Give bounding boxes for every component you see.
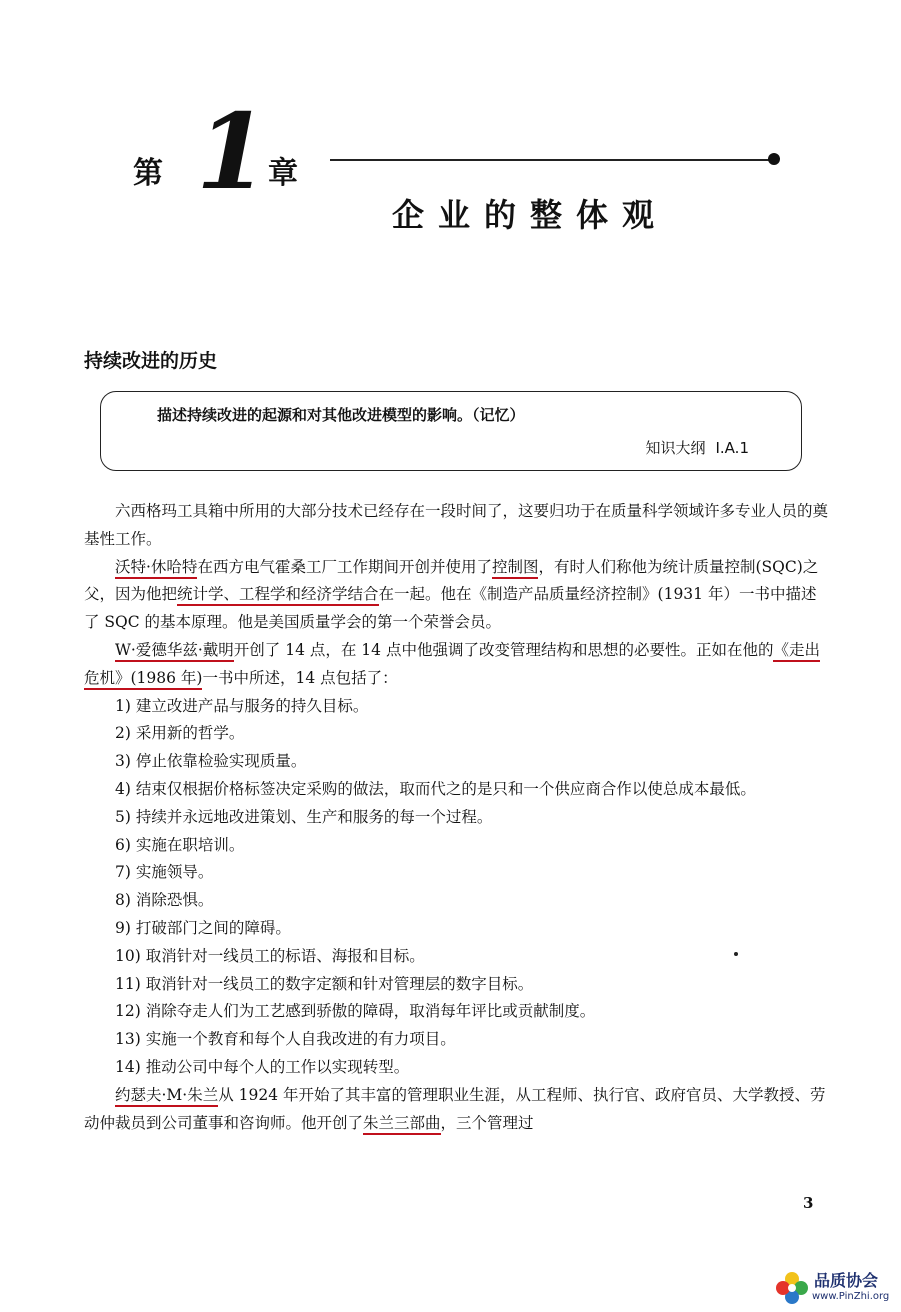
term-juran-trilogy: 朱兰三部曲 xyxy=(363,1114,441,1135)
list-item: 5) 持续并永远地改进策划、生产和服务的每一个过程。 xyxy=(115,807,493,826)
scan-speck xyxy=(734,952,738,956)
list-item: 6) 实施在职培训。 xyxy=(115,835,245,854)
watermark-url: www.PinZhi.org xyxy=(812,1291,890,1302)
text-span: ，有时人们称他为统计质量控制(SQC)之父，因为他把 xyxy=(84,557,819,604)
flower-logo-icon xyxy=(774,1270,810,1306)
chapter-label-prefix: 第 xyxy=(133,156,163,191)
list-item: 2) 采用新的哲学。 xyxy=(115,724,245,743)
objective-reference xyxy=(645,437,749,458)
watermark-name: 品质协会 xyxy=(814,1271,879,1290)
list-item: 14) 推动公司中每个人的工作以实现转型。 xyxy=(115,1057,410,1076)
list-item: 8) 消除恐惧。 xyxy=(115,891,214,910)
objective-ref-code: Ⅰ.A.1 xyxy=(715,439,749,457)
term-combination: 统计学、工程学和经济学结合 xyxy=(177,585,379,606)
name-shewhart: 沃特·休哈特 xyxy=(115,558,197,579)
text-span: 开创了 14 点，在 14 点中他强调了改变管理结构和思想的必要性。正如在他的 xyxy=(233,640,774,659)
page-number: 3 xyxy=(803,1194,814,1212)
list-item: 12) 消除夺走人们为工艺感到骄傲的障碍，取消每年评比或贡献制度。 xyxy=(115,1002,596,1021)
text-span: 在西方电气霍桑工厂工作期间开创并使用了 xyxy=(197,557,492,576)
name-juran: 约瑟夫·M·朱兰 xyxy=(115,1086,218,1107)
chapter-label-suffix: 章 xyxy=(268,156,298,191)
list-item: 11) 取消针对一线员工的数字定额和针对管理层的数字目标。 xyxy=(115,974,534,993)
list-item: 9) 打破部门之间的障碍。 xyxy=(115,918,291,937)
body-text xyxy=(84,498,828,1137)
list-item: 7) 实施领导。 xyxy=(115,863,214,882)
objective-ref-label: 知识大纲 xyxy=(645,439,706,457)
paragraph-juran xyxy=(84,1082,828,1138)
paragraph-shewhart xyxy=(84,554,828,637)
objective-box xyxy=(100,391,802,471)
list-item: 3) 停止依靠检验实现质量。 xyxy=(115,752,307,771)
list-item: 1) 建立改进产品与服务的持久目标。 xyxy=(115,696,369,715)
book-out-of-crisis: 《走出危机》(1986 年) xyxy=(84,641,820,690)
chapter-rule xyxy=(330,159,770,161)
objective-text: 描述持续改进的起源和对其他改进模型的影响。（记忆） xyxy=(157,406,525,424)
section-title: 持续改进的历史 xyxy=(84,350,218,372)
paragraph-deming xyxy=(84,637,828,693)
text-span: 在一起。他在《制造产品质量经济控制》(1931 年）一书中描述了 SQC 的基本原理。他是美国质量学会的第一个荣誉会员。 xyxy=(84,585,817,632)
list-item: 4) 结束仅根据价格标签决定采购的做法，取而代之的是只和一个供应商合作以使总成本最低。 xyxy=(115,779,756,798)
chapter-title: 企业的整体观 xyxy=(392,196,669,234)
text-span: ，三个管理过 xyxy=(440,1113,534,1132)
chapter-rule-dot xyxy=(768,153,780,165)
text-span: 从 1924 年开始了其丰富的管理职业生涯，从工程师、执行官、政府官员、大学教授、劳动仲裁员到公司董事和咨询师。他开创了 xyxy=(84,1085,826,1132)
text-span: 一书中所述，14 点包括了： xyxy=(202,668,398,687)
term-control-chart: 控制图 xyxy=(492,558,539,579)
list-item: 10) 取消针对一线员工的标语、海报和目标。 xyxy=(115,946,425,965)
chapter-number: 1 xyxy=(196,90,269,213)
list-item: 13) 实施一个教育和每个人自我改进的有力项目。 xyxy=(115,1030,456,1049)
paragraph-intro: 六西格玛工具箱中所用的大部分技术已经存在一段时间了，这要归功于在质量科学领域许多专业人员的奠基性工作。 xyxy=(84,502,829,548)
name-deming: W·爱德华兹·戴明 xyxy=(115,641,234,662)
